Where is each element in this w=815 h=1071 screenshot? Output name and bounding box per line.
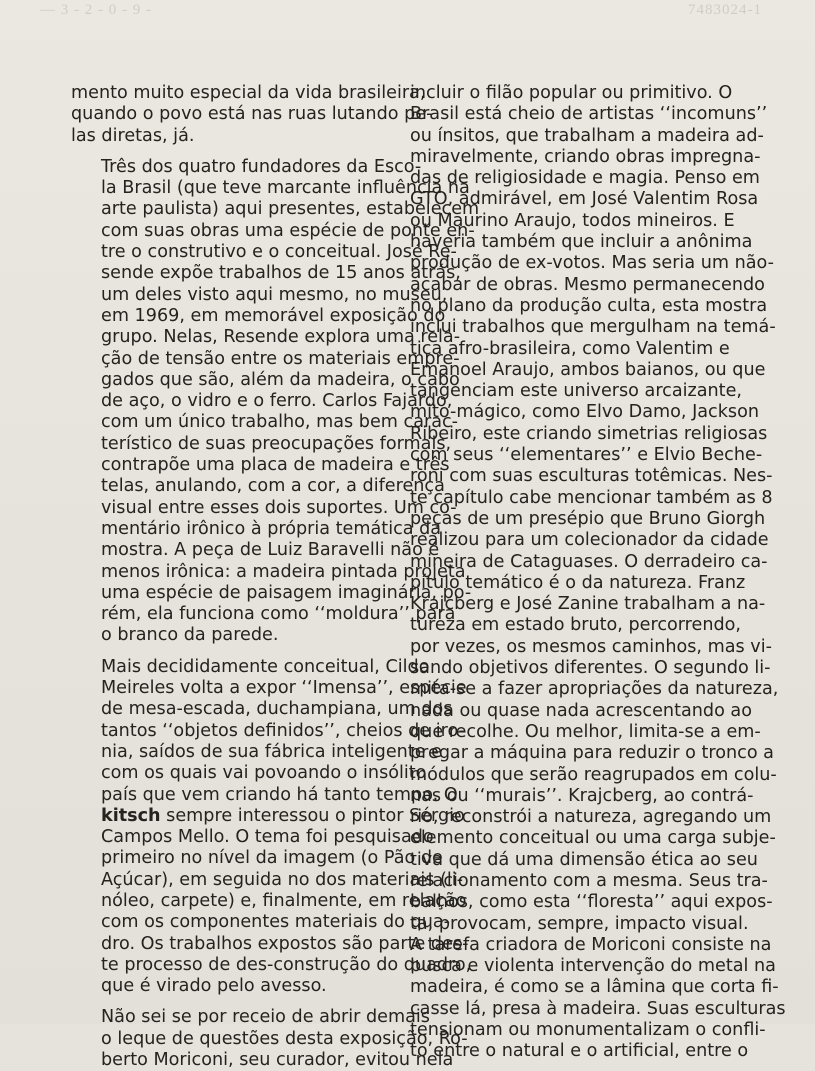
text-line: tensionam ou monumentalizam o confli- bbox=[410, 1020, 766, 1041]
text-line: tiva que dá uma dimensão ética ao seu bbox=[410, 849, 758, 870]
text-line: produção de ex-votos. Mas seria um não- bbox=[410, 253, 774, 274]
text-line: terístico de suas preocupações formais, bbox=[101, 433, 452, 454]
text-line: GTO, admirável, em José Valentim Rosa bbox=[410, 189, 759, 210]
text-line: dro. Os trabalhos expostos são parte des- bbox=[101, 933, 469, 954]
text-line: incluir o filão popular ou primitivo. O bbox=[410, 83, 733, 103]
text-line: Meireles volta a expor ‘‘Imensa’’, espécie bbox=[101, 678, 467, 699]
text-line: com seus ‘‘elementares’’ e Elvio Beche- bbox=[410, 445, 763, 466]
text-line: casse lá, presa à madeira. Suas esculturas bbox=[410, 998, 786, 1019]
text-line: de aço, o vidro e o ferro. Carlos Fajardo, bbox=[101, 391, 453, 412]
text-line: nas ou ‘‘murais’’. Krajcberg, ao contrá- bbox=[410, 785, 754, 806]
text-line: tantos ‘‘objetos definidos’’, cheios de iro- bbox=[101, 720, 465, 741]
text-line: ou ínsitos, que trabalham a madeira ad- bbox=[410, 125, 764, 146]
paragraph-4 bbox=[71, 1007, 468, 1071]
text-line: com suas obras uma espécie de ponte en- bbox=[101, 220, 475, 241]
text-line: com os componentes materiais do qua- bbox=[101, 912, 450, 933]
text-line: pítulo temático é o da natureza. Franz bbox=[410, 572, 746, 593]
text-line: em 1969, em memorável exposição do bbox=[101, 305, 446, 326]
text-line: país que vem criando há tanto tempo. O bbox=[101, 784, 458, 805]
text-line: la Brasil (que teve marcante influência na bbox=[101, 178, 470, 199]
text-line: visual entre esses dois suportes. Um co- bbox=[101, 497, 457, 518]
text-line: quando o povo está nas ruas lutando pe- bbox=[71, 104, 433, 125]
paragraph-2 bbox=[71, 156, 480, 647]
text-line: no plano da produção culta, esta mostra bbox=[410, 295, 768, 316]
text-line: A tarefa criadora de Moriconi consiste na bbox=[410, 934, 772, 955]
text-line: um deles visto aqui mesmo, no museu, bbox=[101, 284, 448, 305]
text-line: Campos Mello. O tema foi pesquisado bbox=[101, 827, 434, 848]
text-line: busca e violenta intervenção do metal na bbox=[410, 956, 776, 977]
text-line: madeira, é como se a lâmina que corta fi- bbox=[410, 977, 779, 998]
text-line: relacionamento com a mesma. Seus tra- bbox=[410, 870, 768, 891]
text-line: nia, saídos de sua fábrica inteligente e bbox=[101, 741, 442, 762]
text-line: rio, reconstrói a natureza, agregando um bbox=[410, 807, 772, 828]
text-line: haveria também que incluir a anônima bbox=[410, 232, 753, 253]
text-line: arte paulista) aqui presentes, estabelecem bbox=[101, 199, 480, 220]
text-line: Três dos quatro fundadores da Esco- bbox=[101, 156, 422, 177]
text-line: mineira de Cataguases. O derradeiro ca- bbox=[410, 551, 768, 572]
text-line: tre o construtivo e o conceitual. José Re- bbox=[101, 242, 457, 263]
text-line: Não sei se por receio de abrir demais bbox=[101, 1007, 430, 1028]
text-line: uma espécie de paisagem imaginária, po- bbox=[101, 582, 472, 603]
text-line: Açúcar), em seguida no dos materiais (li- bbox=[101, 869, 463, 890]
text-line: inclui trabalhos que mergulham na temá- bbox=[410, 317, 776, 338]
text-line: Ribeiro, este criando simetrias religiosas bbox=[410, 423, 768, 444]
left-column bbox=[71, 83, 480, 1071]
text-line: rém, ela funciona como ‘‘moldura’’ para bbox=[101, 604, 456, 625]
text-line: contrapõe uma placa de madeira e três bbox=[101, 455, 450, 476]
text-line: por vezes, os mesmos caminhos, mas vi- bbox=[410, 636, 772, 657]
text-line: Mais decididamente conceitual, Cildo bbox=[101, 656, 430, 677]
paragraph-1 bbox=[71, 83, 433, 147]
corner-mark-left: — 3 - 2 - 0 - 9 - bbox=[40, 2, 152, 18]
paragraph-3 bbox=[71, 656, 472, 998]
text-line: nóleo, carpete) e, finalmente, em relação bbox=[101, 890, 467, 911]
kitsch-term: kitsch bbox=[101, 805, 161, 826]
text-line: gados que são, além da madeira, o cabo bbox=[101, 369, 460, 390]
text-line: ção de tensão entre os materiais empre- bbox=[101, 348, 460, 369]
text-line: mostra. A peça de Luiz Baravelli não é bbox=[101, 540, 440, 561]
corner-mark-right: 7483024-1 bbox=[688, 2, 762, 18]
text-line: ou Maurino Araujo, todos mineiros. E bbox=[410, 210, 735, 231]
text-line: realizou para um colecionador da cidade bbox=[410, 530, 769, 551]
text-line: tica afro-brasileira, como Valentim e bbox=[410, 338, 730, 359]
text-line: de mesa-escada, duchampiana, um dos bbox=[101, 699, 453, 720]
right-column bbox=[410, 83, 786, 1063]
text-line: menos irônica: a madeira pintada projeta bbox=[101, 561, 466, 582]
text-line: Krajcberg e José Zanine trabalham a na- bbox=[410, 594, 766, 615]
text-line: com um único trabalho, mas bem carac- bbox=[101, 412, 459, 433]
text-line: elemento conceitual ou uma carga subje- bbox=[410, 828, 776, 849]
text-line: sando objetivos diferentes. O segundo li- bbox=[410, 658, 771, 679]
text-line: acabar de obras. Mesmo permanecendo bbox=[410, 274, 765, 295]
text-line: peças de um presépio que Bruno Giorgh bbox=[410, 508, 766, 529]
text-line: primeiro no nível da imagem (o Pão de bbox=[101, 848, 443, 869]
text-line: mito-mágico, como Elvo Damo, Jackson bbox=[410, 402, 759, 423]
text-line: Brasil está cheio de artistas ‘‘incomuns’’ bbox=[410, 104, 768, 125]
text-run: sempre interessou o pintor Sérgio bbox=[160, 805, 465, 826]
text-line: grupo. Nelas, Resende explora uma rela- bbox=[101, 327, 461, 348]
text-line: berto Moriconi, seu curador, evitou nela bbox=[101, 1050, 454, 1071]
text-line: balhos, como esta ‘‘floresta’’ aqui expos- bbox=[410, 892, 773, 913]
paragraph-right bbox=[410, 83, 786, 1063]
text-line: com os quais vai povoando o insólito bbox=[101, 763, 427, 784]
text-line: tangenciam este universo arcaizante, bbox=[410, 381, 742, 402]
text-line: nada ou quase nada acrescentando ao bbox=[410, 700, 752, 721]
text-line: to entre o natural e o artificial, entre o bbox=[410, 1041, 749, 1062]
text-line: o branco da parede. bbox=[101, 625, 279, 646]
text-line: telas, anulando, com a cor, a diferença bbox=[101, 476, 445, 497]
text-line: te capítulo cabe mencionar também as 8 bbox=[410, 487, 773, 508]
text-line: que recolhe. Ou melhor, limita-se a em- bbox=[410, 721, 761, 742]
text-line bbox=[71, 805, 465, 827]
text-line: roni com suas esculturas totêmicas. Nes- bbox=[410, 466, 773, 487]
text-line: das de religiosidade e magia. Penso em bbox=[410, 168, 760, 189]
text-line: mentário irônico à própria temática da bbox=[101, 518, 442, 539]
text-line: o leque de questões desta exposição, Ro- bbox=[101, 1028, 468, 1049]
text-line: que é virado pelo avesso. bbox=[101, 976, 327, 997]
text-line: tureza em estado bruto, percorrendo, bbox=[410, 615, 742, 636]
text-line: Emanoel Araujo, ambos baianos, ou que bbox=[410, 359, 766, 380]
text-line: pregar a máquina para reduzir o tronco a bbox=[410, 743, 774, 764]
text-line: mita-se a fazer apropriações da natureza, bbox=[410, 679, 779, 700]
text-line: las diretas, já. bbox=[71, 125, 195, 146]
text-line: sende expõe trabalhos de 15 anos atrás, bbox=[101, 263, 461, 284]
text-line: miravelmente, criando obras impregna- bbox=[410, 146, 761, 167]
text-line: te processo de des-construção do quadro, bbox=[101, 954, 472, 975]
text-line: ta, provocam, sempre, impacto visual. bbox=[410, 913, 749, 934]
text-line: mento muito especial da vida brasileira, bbox=[71, 83, 426, 103]
text-line: módulos que serão reagrupados em colu- bbox=[410, 764, 777, 785]
